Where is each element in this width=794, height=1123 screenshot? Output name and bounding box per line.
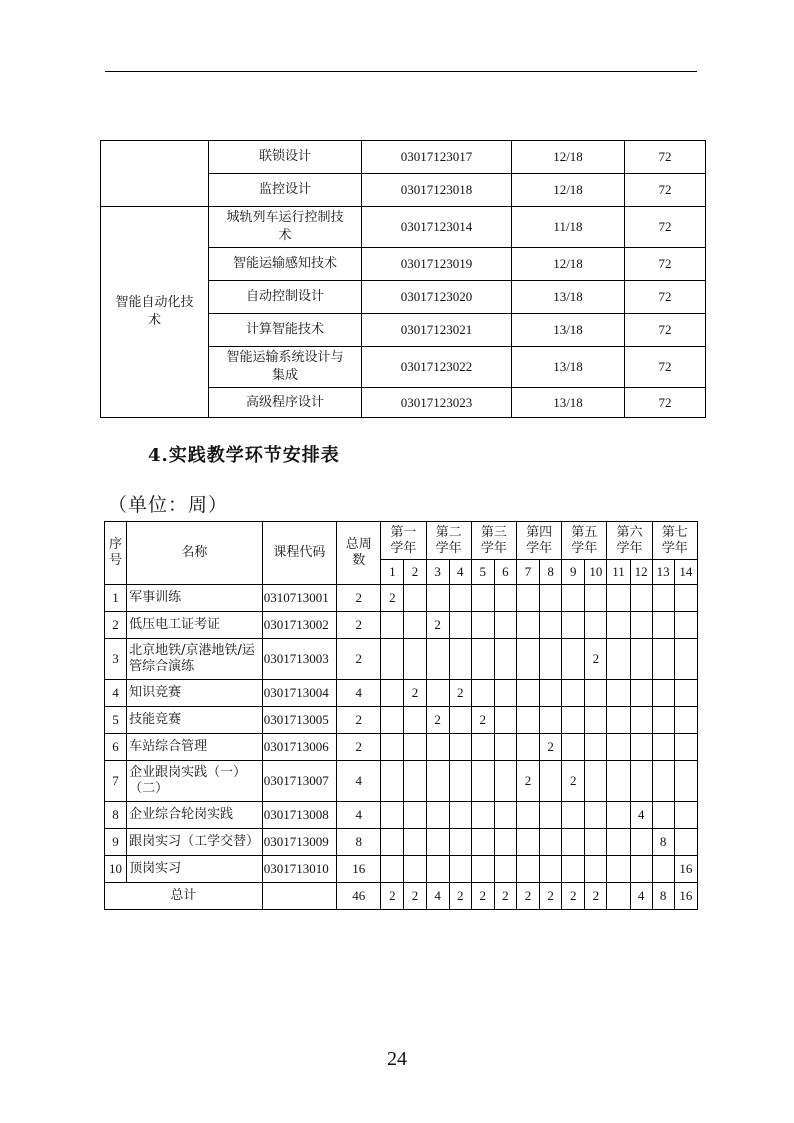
summary-semester-cell: 2 xyxy=(449,883,471,910)
row-index: 2 xyxy=(105,612,127,639)
row-index: 10 xyxy=(105,856,127,883)
course-term: 13/18 xyxy=(512,314,625,347)
table-row xyxy=(105,734,698,761)
unit-note: （单位：周） xyxy=(108,494,229,516)
semester-cell xyxy=(516,639,539,680)
semester-cell xyxy=(630,639,652,680)
semester-cell: 2 xyxy=(426,707,449,734)
course-name: 联锁设计 xyxy=(209,141,362,174)
semester-cell: 2 xyxy=(585,639,607,680)
row-name: 北京地铁/京港地铁/运管综合演练 xyxy=(127,639,263,680)
header-year: 第一学年 xyxy=(381,522,426,560)
semester-cell xyxy=(540,761,562,802)
semester-cell xyxy=(630,829,652,856)
semester-cell xyxy=(426,734,449,761)
semester-cell xyxy=(674,761,697,802)
table-row xyxy=(105,829,698,856)
row-total: 16 xyxy=(337,856,381,883)
semester-cell xyxy=(585,612,607,639)
course-term: 11/18 xyxy=(512,207,625,248)
summary-semester-cell: 2 xyxy=(494,883,516,910)
semester-cell xyxy=(652,856,674,883)
semester-cell xyxy=(674,612,697,639)
row-total: 4 xyxy=(337,680,381,707)
summary-semester-cell: 2 xyxy=(471,883,494,910)
semester-cell xyxy=(652,585,674,612)
header-semester: 4 xyxy=(449,560,471,585)
semester-cell xyxy=(607,707,630,734)
semester-cell xyxy=(494,680,516,707)
semester-cell: 2 xyxy=(381,585,404,612)
table-row xyxy=(105,585,698,612)
table-row xyxy=(105,707,698,734)
summary-semester-cell: 4 xyxy=(426,883,449,910)
semester-cell xyxy=(630,612,652,639)
semester-cell xyxy=(404,802,426,829)
semester-cell xyxy=(494,639,516,680)
semester-cell xyxy=(674,585,697,612)
semester-cell xyxy=(585,829,607,856)
row-code: 0301713005 xyxy=(262,707,336,734)
summary-semester-cell: 2 xyxy=(381,883,404,910)
semester-cell xyxy=(585,707,607,734)
semester-cell xyxy=(607,734,630,761)
semester-cell xyxy=(404,829,426,856)
semester-cell xyxy=(449,612,471,639)
semester-cell xyxy=(449,856,471,883)
semester-cell xyxy=(494,829,516,856)
semester-cell xyxy=(562,639,585,680)
semester-cell xyxy=(562,802,585,829)
semester-cell xyxy=(674,639,697,680)
semester-cell xyxy=(540,802,562,829)
semester-cell xyxy=(404,707,426,734)
semester-cell xyxy=(540,639,562,680)
semester-cell xyxy=(471,639,494,680)
semester-cell xyxy=(449,829,471,856)
semester-cell xyxy=(607,639,630,680)
semester-cell xyxy=(585,856,607,883)
semester-cell xyxy=(426,585,449,612)
course-hours: 72 xyxy=(625,314,706,347)
header-rule xyxy=(105,71,697,72)
semester-cell xyxy=(404,585,426,612)
header-semester: 8 xyxy=(540,560,562,585)
semester-cell xyxy=(426,856,449,883)
semester-cell xyxy=(562,585,585,612)
summary-semester-cell: 2 xyxy=(540,883,562,910)
semester-cell xyxy=(516,829,539,856)
row-code: 0301713003 xyxy=(262,639,336,680)
header-semester: 10 xyxy=(585,560,607,585)
semester-cell xyxy=(381,802,404,829)
header-index: 序号 xyxy=(105,522,127,585)
course-term: 13/18 xyxy=(512,388,625,418)
row-name: 企业综合轮岗实践 xyxy=(127,802,263,829)
semester-cell xyxy=(471,734,494,761)
semester-cell xyxy=(381,707,404,734)
semester-cell xyxy=(516,734,539,761)
row-index: 1 xyxy=(105,585,127,612)
semester-cell xyxy=(652,802,674,829)
row-index: 4 xyxy=(105,680,127,707)
course-hours: 72 xyxy=(625,174,706,207)
semester-cell xyxy=(607,585,630,612)
semester-cell xyxy=(404,761,426,802)
semester-cell xyxy=(674,734,697,761)
semester-cell xyxy=(562,707,585,734)
row-code: 0301713002 xyxy=(262,612,336,639)
summary-semester-cell: 2 xyxy=(404,883,426,910)
semester-cell xyxy=(449,761,471,802)
semester-cell xyxy=(607,829,630,856)
header-year: 第五学年 xyxy=(562,522,607,560)
semester-cell xyxy=(562,734,585,761)
semester-cell xyxy=(652,734,674,761)
row-name: 顶岗实习 xyxy=(127,856,263,883)
table-row xyxy=(105,761,698,802)
semester-cell xyxy=(516,680,539,707)
semester-cell xyxy=(494,761,516,802)
table-row xyxy=(105,856,698,883)
semester-cell xyxy=(607,761,630,802)
semester-cell xyxy=(381,829,404,856)
table-row xyxy=(105,612,698,639)
course-hours: 72 xyxy=(625,207,706,248)
semester-cell xyxy=(471,802,494,829)
semester-cell xyxy=(494,612,516,639)
row-total: 2 xyxy=(337,612,381,639)
header-code: 课程代码 xyxy=(262,522,336,585)
header-year: 第二学年 xyxy=(426,522,471,560)
header-semester: 2 xyxy=(404,560,426,585)
course-term: 13/18 xyxy=(512,347,625,388)
semester-cell xyxy=(471,612,494,639)
semester-cell xyxy=(607,680,630,707)
semester-cell xyxy=(607,802,630,829)
row-name: 低压电工证考证 xyxy=(127,612,263,639)
course-hours: 72 xyxy=(625,347,706,388)
course-name: 智能运输系统设计与集成 xyxy=(209,347,362,388)
semester-cell: 2 xyxy=(471,707,494,734)
row-name: 军事训练 xyxy=(127,585,263,612)
row-name: 车站综合管理 xyxy=(127,734,263,761)
header-name: 名称 xyxy=(127,522,263,585)
semester-cell xyxy=(585,585,607,612)
row-code: 0301713006 xyxy=(262,734,336,761)
page-number: 24 xyxy=(387,1048,407,1070)
semester-cell xyxy=(516,856,539,883)
course-name: 高级程序设计 xyxy=(209,388,362,418)
header-year: 第四学年 xyxy=(516,522,561,560)
row-code: 0301713010 xyxy=(262,856,336,883)
semester-cell xyxy=(630,761,652,802)
semester-cell xyxy=(562,829,585,856)
semester-cell xyxy=(381,639,404,680)
header-semester: 5 xyxy=(471,560,494,585)
row-index: 5 xyxy=(105,707,127,734)
summary-semester-cell xyxy=(607,883,630,910)
section-title: 4.实践教学环节安排表 xyxy=(148,445,340,466)
semester-cell: 2 xyxy=(404,680,426,707)
semester-cell xyxy=(674,829,697,856)
row-total: 2 xyxy=(337,639,381,680)
header-semester: 9 xyxy=(562,560,585,585)
semester-cell xyxy=(630,856,652,883)
course-term: 13/18 xyxy=(512,281,625,314)
semester-cell xyxy=(381,734,404,761)
semester-cell xyxy=(630,680,652,707)
course-name: 计算智能技术 xyxy=(209,314,362,347)
course-name: 监控设计 xyxy=(209,174,362,207)
course-code: 03017123022 xyxy=(362,347,512,388)
header-semester: 12 xyxy=(630,560,652,585)
semester-cell xyxy=(426,761,449,802)
header-year: 第七学年 xyxy=(652,522,697,560)
semester-cell xyxy=(585,680,607,707)
row-index: 9 xyxy=(105,829,127,856)
row-code: 0301713009 xyxy=(262,829,336,856)
semester-cell xyxy=(449,707,471,734)
semester-cell xyxy=(585,802,607,829)
semester-cell xyxy=(449,585,471,612)
summary-row xyxy=(105,883,698,910)
semester-cell xyxy=(471,829,494,856)
semester-cell xyxy=(381,680,404,707)
semester-cell xyxy=(516,802,539,829)
semester-cell xyxy=(516,707,539,734)
course-term: 12/18 xyxy=(512,174,625,207)
semester-cell xyxy=(674,680,697,707)
semester-cell: 2 xyxy=(516,761,539,802)
row-code: 0310713001 xyxy=(262,585,336,612)
course-name: 智能运输感知技术 xyxy=(209,248,362,281)
summary-semester-cell: 2 xyxy=(562,883,585,910)
semester-cell xyxy=(607,612,630,639)
row-total: 2 xyxy=(337,707,381,734)
row-total: 8 xyxy=(337,829,381,856)
row-code: 0301713007 xyxy=(262,761,336,802)
course-code: 03017123017 xyxy=(362,141,512,174)
header-year: 第六学年 xyxy=(607,522,652,560)
semester-cell: 2 xyxy=(426,612,449,639)
semester-cell: 8 xyxy=(652,829,674,856)
semester-cell xyxy=(516,585,539,612)
semester-cell xyxy=(540,829,562,856)
course-code: 03017123019 xyxy=(362,248,512,281)
summary-label: 总计 xyxy=(105,883,263,910)
semester-cell xyxy=(404,856,426,883)
semester-cell: 16 xyxy=(674,856,697,883)
semester-cell xyxy=(494,802,516,829)
semester-cell xyxy=(562,680,585,707)
course-hours: 72 xyxy=(625,281,706,314)
semester-cell xyxy=(471,585,494,612)
semester-cell xyxy=(540,585,562,612)
row-name: 跟岗实习（工学交替） xyxy=(127,829,263,856)
semester-cell xyxy=(404,734,426,761)
course-code: 03017123014 xyxy=(362,207,512,248)
semester-cell: 2 xyxy=(540,734,562,761)
table-row xyxy=(105,802,698,829)
header-row xyxy=(105,522,698,560)
summary-semester-cell: 2 xyxy=(516,883,539,910)
course-table xyxy=(100,140,706,418)
header-semester: 13 xyxy=(652,560,674,585)
semester-cell xyxy=(585,761,607,802)
semester-cell: 2 xyxy=(449,680,471,707)
row-total: 4 xyxy=(337,802,381,829)
course-hours: 72 xyxy=(625,388,706,418)
row-index: 8 xyxy=(105,802,127,829)
row-code: 0301713008 xyxy=(262,802,336,829)
semester-cell xyxy=(381,612,404,639)
header-semester: 7 xyxy=(516,560,539,585)
semester-cell xyxy=(540,707,562,734)
semester-cell xyxy=(540,856,562,883)
course-code: 03017123023 xyxy=(362,388,512,418)
course-code: 03017123021 xyxy=(362,314,512,347)
row-total: 4 xyxy=(337,761,381,802)
row-code: 0301713004 xyxy=(262,680,336,707)
summary-semester-cell: 8 xyxy=(652,883,674,910)
course-code: 03017123020 xyxy=(362,281,512,314)
row-total: 2 xyxy=(337,734,381,761)
semester-cell xyxy=(426,639,449,680)
semester-cell xyxy=(426,680,449,707)
table-row xyxy=(101,207,706,248)
semester-cell xyxy=(562,612,585,639)
semester-cell xyxy=(471,680,494,707)
semester-cell xyxy=(471,856,494,883)
course-hours: 72 xyxy=(625,141,706,174)
semester-cell xyxy=(652,761,674,802)
semester-cell xyxy=(516,612,539,639)
summary-semester-cell: 16 xyxy=(674,883,697,910)
semester-cell xyxy=(607,856,630,883)
row-index: 6 xyxy=(105,734,127,761)
row-name: 企业跟岗实践（一）（二） xyxy=(127,761,263,802)
header-semester: 14 xyxy=(674,560,697,585)
header-semester: 3 xyxy=(426,560,449,585)
semester-cell: 2 xyxy=(562,761,585,802)
summary-code xyxy=(262,883,336,910)
semester-cell xyxy=(381,856,404,883)
row-index: 7 xyxy=(105,761,127,802)
row-total: 2 xyxy=(337,585,381,612)
course-name: 城轨列车运行控制技术 xyxy=(209,207,362,248)
semester-cell xyxy=(540,680,562,707)
row-name: 技能竞赛 xyxy=(127,707,263,734)
semester-cell xyxy=(494,856,516,883)
semester-cell: 4 xyxy=(630,802,652,829)
group-label: 智能自动化技术 xyxy=(101,207,209,418)
semester-cell xyxy=(404,639,426,680)
semester-cell xyxy=(449,639,471,680)
semester-cell xyxy=(426,829,449,856)
row-index: 3 xyxy=(105,639,127,680)
course-name: 自动控制设计 xyxy=(209,281,362,314)
semester-cell xyxy=(562,856,585,883)
semester-cell xyxy=(630,734,652,761)
semester-cell xyxy=(630,585,652,612)
semester-cell xyxy=(426,802,449,829)
semester-cell xyxy=(449,734,471,761)
header-semester: 1 xyxy=(381,560,404,585)
course-term: 12/18 xyxy=(512,248,625,281)
table-row xyxy=(105,639,698,680)
header-semester: 6 xyxy=(494,560,516,585)
semester-cell xyxy=(674,802,697,829)
semester-cell xyxy=(652,680,674,707)
group-cell-empty xyxy=(101,141,209,207)
semester-cell xyxy=(540,612,562,639)
semester-cell xyxy=(652,639,674,680)
course-term: 12/18 xyxy=(512,141,625,174)
semester-cell xyxy=(381,761,404,802)
semester-cell xyxy=(652,612,674,639)
course-hours: 72 xyxy=(625,248,706,281)
course-code: 03017123018 xyxy=(362,174,512,207)
table-row xyxy=(101,141,706,174)
summary-total: 46 xyxy=(337,883,381,910)
table-row xyxy=(105,680,698,707)
semester-cell xyxy=(471,761,494,802)
semester-cell xyxy=(449,802,471,829)
semester-cell xyxy=(404,612,426,639)
row-name: 知识竞赛 xyxy=(127,680,263,707)
practice-table xyxy=(104,521,698,910)
semester-cell xyxy=(630,707,652,734)
summary-semester-cell: 4 xyxy=(630,883,652,910)
semester-cell xyxy=(674,707,697,734)
semester-cell xyxy=(585,734,607,761)
header-semester: 11 xyxy=(607,560,630,585)
semester-cell xyxy=(494,707,516,734)
semester-cell xyxy=(652,707,674,734)
semester-cell xyxy=(494,734,516,761)
header-total: 总周数 xyxy=(337,522,381,585)
header-year: 第三学年 xyxy=(471,522,516,560)
summary-semester-cell: 2 xyxy=(585,883,607,910)
semester-cell xyxy=(494,585,516,612)
